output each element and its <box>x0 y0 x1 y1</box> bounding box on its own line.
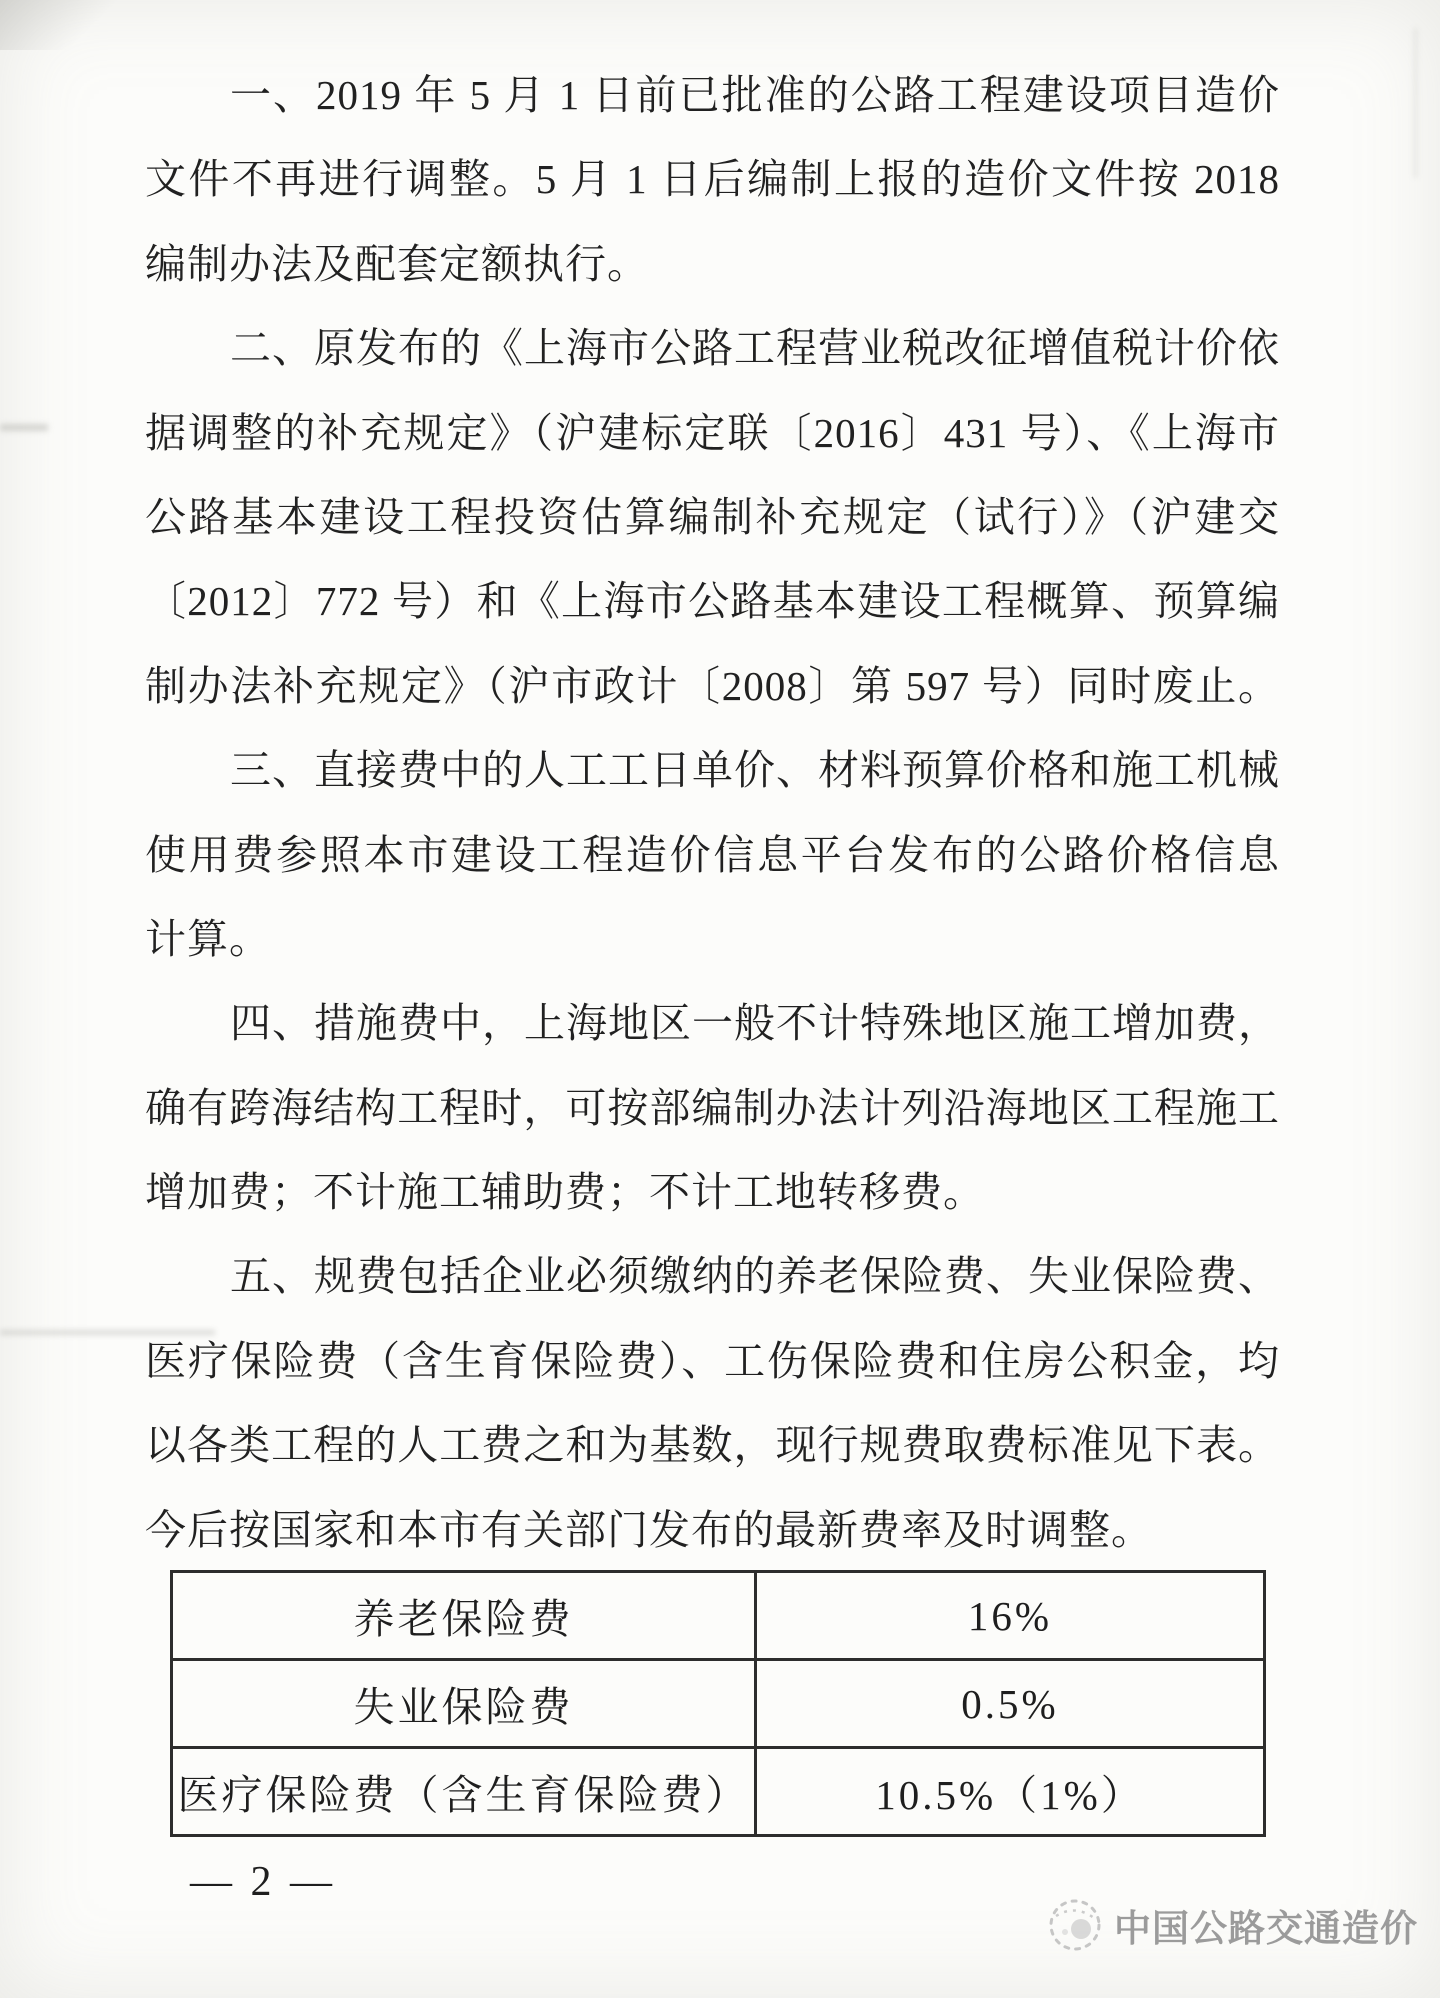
fee-rate-cell: 0.5% <box>756 1660 1265 1748</box>
watermark-text: 中国公路交通造价 <box>1114 1908 1418 1949</box>
fee-rate-cell: 10.5%（1%） <box>756 1748 1265 1836</box>
body-text-line: 二、原发布的《上海市公路工程营业税改征增值税计价依 <box>230 325 1280 372</box>
body-text-line: 文件不再进行调整。5 月 1 日后编制上报的造价文件按 2018 <box>145 156 1280 203</box>
body-text-line: 今后按国家和本市有关部门发布的最新费率及时调整。 <box>145 1506 1153 1553</box>
fee-name-cell: 失业保险费 <box>172 1660 756 1748</box>
body-text-line: 医疗保险费（含生育保险费）、工伤保险费和住房公积金，均 <box>145 1337 1280 1384</box>
page-number: — 2 — <box>190 1859 336 1905</box>
body-text-line: 四、措施费中，上海地区一般不计特殊地区施工增加费， <box>230 1000 1280 1047</box>
fee-rate-table <box>170 1570 1266 1837</box>
body-text-line: 据调整的补充规定》（沪建标定联〔2016〕431 号）、《上海市 <box>145 409 1280 456</box>
body-text-line: 以各类工程的人工费之和为基数，现行规费取费标准见下表。 <box>145 1422 1280 1469</box>
fee-rate-cell: 16% <box>756 1572 1265 1660</box>
fee-rate-table-body <box>172 1572 1265 1836</box>
fee-name-cell: 医疗保险费（含生育保险费） <box>172 1748 756 1836</box>
fee-table-row <box>172 1572 1265 1660</box>
body-text-line: 计算。 <box>145 915 271 962</box>
scan-artifact-fold-upper <box>0 424 48 431</box>
scan-artifact-corner <box>0 0 120 50</box>
fee-table-row <box>172 1748 1265 1836</box>
document-body <box>145 53 1280 1572</box>
globe-logo-icon <box>1046 1896 1104 1954</box>
body-text-line: 编制办法及配套定额执行。 <box>145 240 649 287</box>
body-text-line: 公路基本建设工程投资估算编制补充规定（试行）》（沪建交 <box>145 493 1280 540</box>
body-text-line: 五、规费包括企业必须缴纳的养老保险费、失业保险费、 <box>230 1253 1280 1300</box>
body-text-line: 三、直接费中的人工工日单价、材料预算价格和施工机械 <box>230 747 1280 794</box>
fee-table-row <box>172 1660 1265 1748</box>
scan-artifact-right-edge <box>1414 28 1417 178</box>
body-text-line: 使用费参照本市建设工程造价信息平台发布的公路价格信息 <box>145 831 1280 878</box>
body-text-line: 〔2012〕772 号）和《上海市公路基本建设工程概算、预算编 <box>145 578 1280 625</box>
body-text-line: 确有跨海结构工程时，可按部编制办法计列沿海地区工程施工 <box>145 1084 1280 1131</box>
fee-name-cell: 养老保险费 <box>172 1572 756 1660</box>
brand-watermark <box>1046 1896 1418 1954</box>
body-text-line: 制办法补充规定》（沪市政计〔2008〕第 597 号）同时废止。 <box>145 662 1280 709</box>
body-text-line: 一、2019 年 5 月 1 日前已批准的公路工程建设项目造价 <box>230 72 1280 118</box>
body-text-line: 增加费；不计施工辅助费；不计工地转移费。 <box>145 1169 985 1216</box>
